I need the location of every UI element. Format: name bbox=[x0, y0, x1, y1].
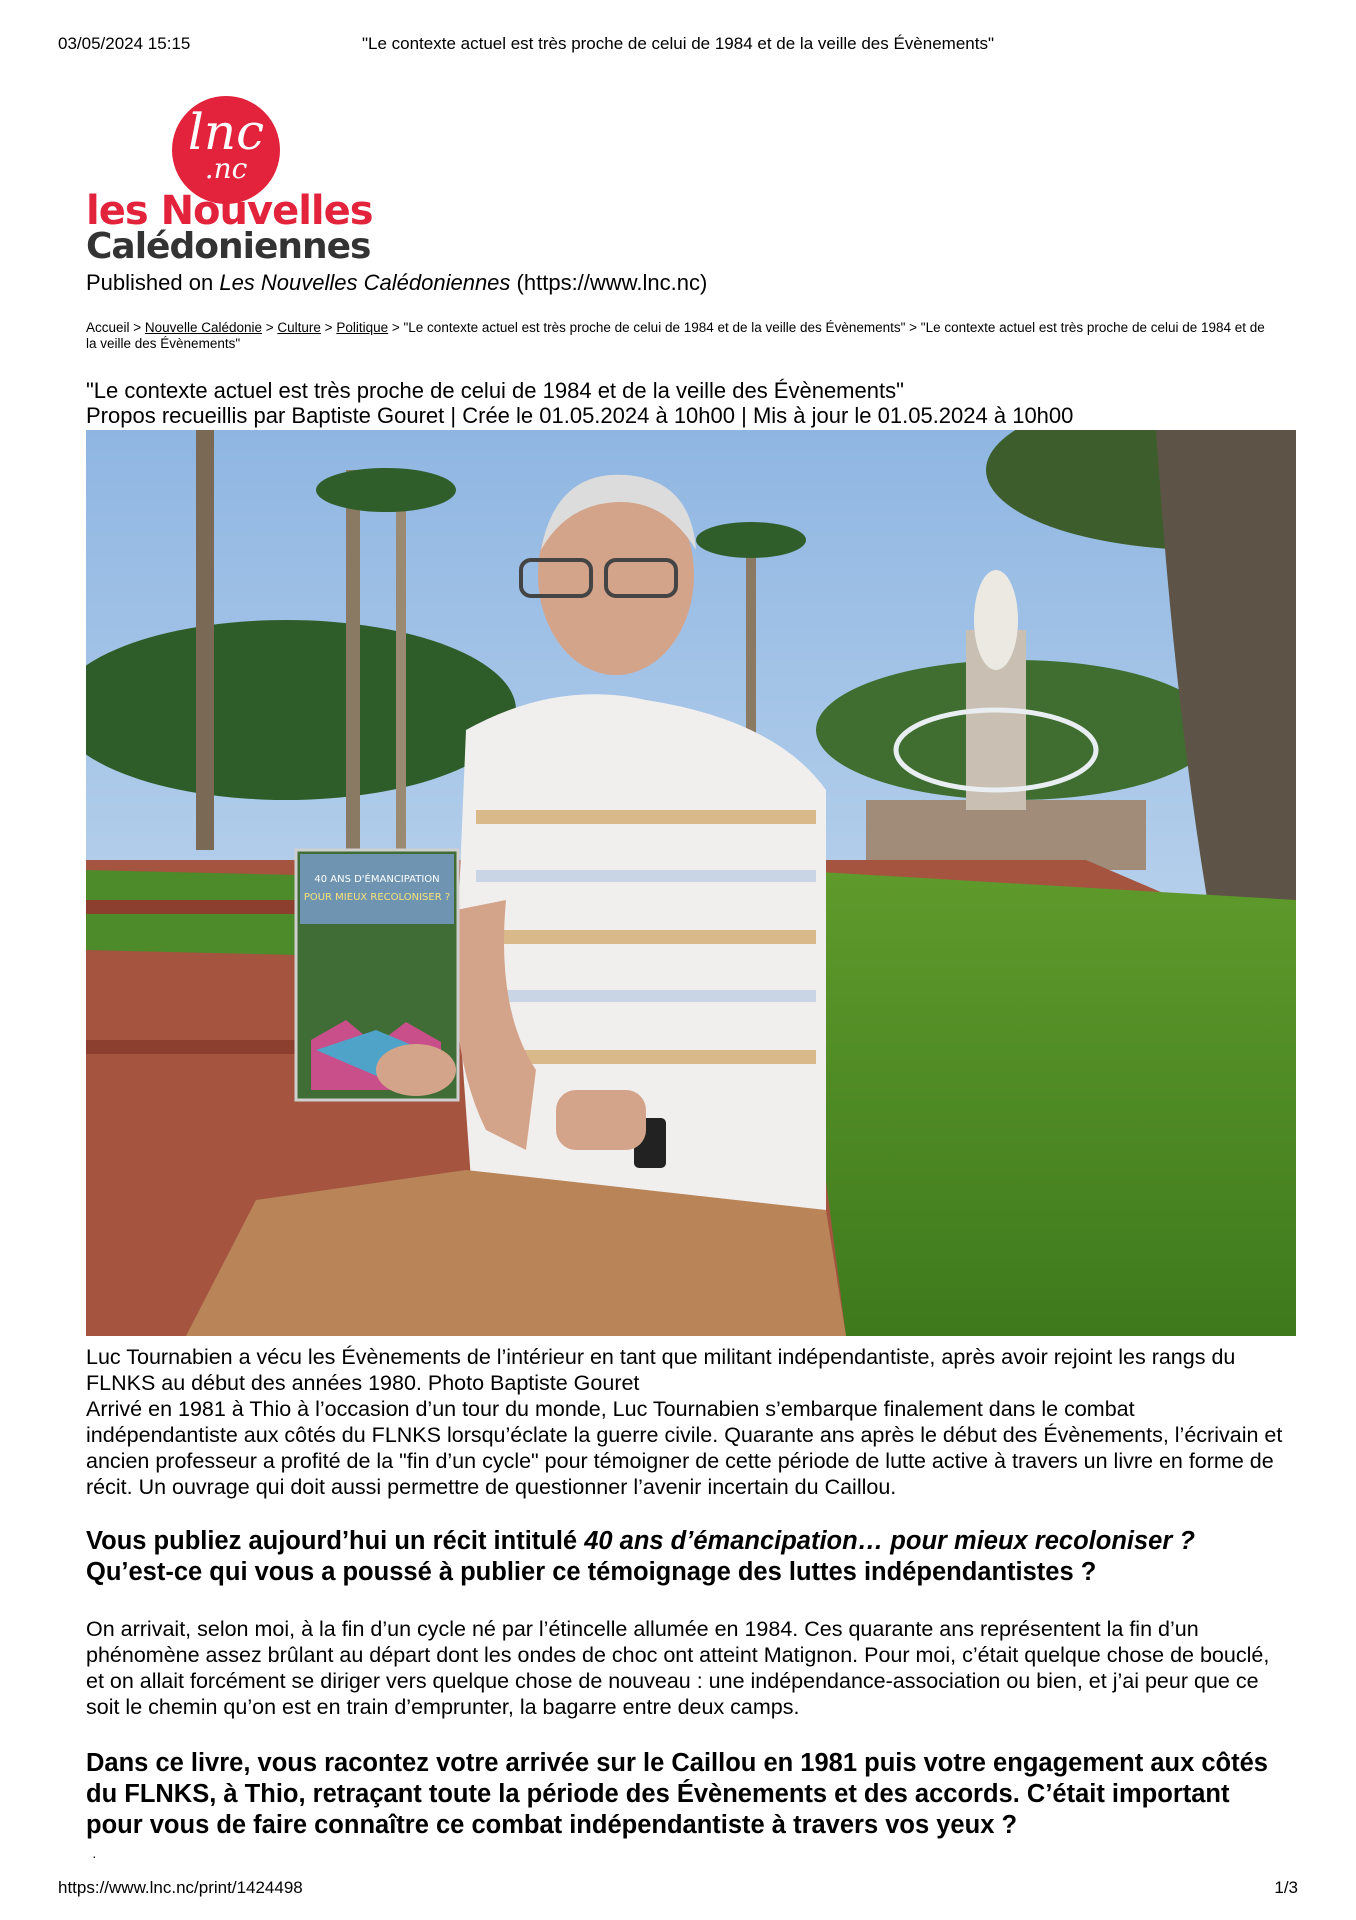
book-cover-title-1: 40 ANS D'ÉMANCIPATION bbox=[314, 874, 440, 885]
breadcrumb-sep: > bbox=[388, 320, 404, 335]
breadcrumb-current: "Le contexte actuel est très proche de celui de 1984 et de la veille des Évènements" > "Le contexte actuel est très proche de celui de 1984 et de la veille des Évènements" bbox=[86, 320, 1265, 351]
published-prefix: Published on bbox=[86, 270, 220, 295]
logo-wordmark-line1: les Nouvelles bbox=[86, 188, 373, 234]
interview-answer-1: On arrivait, selon moi, à la fin d’un cycle né par l’étincelle allumée en 1984. Ces quarante ans représentent la fin d’un phénomène assez brûlant au départ dont les ondes de choc ont atteint Matignon. Pour moi, c’était quelque chose de bouclé, et on allait forcément se diriger vers quelque chose de nouveau : une indépendance-association ou bien, et j’ai peur que ce soit le chemin qu’on est en train d’emprunter, la bagarre entre deux camps. bbox=[86, 1617, 1270, 1719]
published-site-link[interactable]: https://www.lnc.nc bbox=[523, 270, 700, 295]
breadcrumb-link-culture[interactable]: Culture bbox=[277, 320, 321, 335]
print-footer-page-number: 1/3 bbox=[1274, 1878, 1298, 1897]
breadcrumb-sep: > bbox=[320, 320, 337, 335]
breadcrumb bbox=[86, 320, 1276, 352]
article-title: "Le contexte actuel est très proche de celui de 1984 et de la veille des Évènements" bbox=[86, 378, 904, 403]
article-byline: Propos recueillis par Baptiste Gouret | Crée le 01.05.2024 à 10h00 | Mis à jour le 01.05.2024 à 10h00 bbox=[86, 403, 1074, 428]
breadcrumb-link-politique[interactable]: Politique bbox=[336, 320, 389, 335]
interview-question-1 bbox=[86, 1526, 1286, 1588]
breadcrumb-sep: > bbox=[262, 320, 278, 335]
print-footer-url: https://www.lnc.nc/print/1424498 bbox=[58, 1878, 303, 1897]
site-logo[interactable] bbox=[86, 96, 386, 266]
breadcrumb-sep: > bbox=[129, 320, 145, 335]
print-header-title: "Le contexte actuel est très proche de celui de 1984 et de la veille des Évènements" bbox=[361, 34, 994, 53]
published-close-paren: ) bbox=[699, 270, 708, 295]
published-on-line bbox=[86, 270, 707, 296]
photo-caption: Luc Tournabien a vécu les Évènements de l’intérieur en tant que militant indépendantiste, après avoir rejoint les rangs du FLNKS au début des années 1980. Photo Baptiste Gouret bbox=[86, 1345, 1236, 1395]
article-photo bbox=[86, 430, 1296, 1336]
interview-question-2: Dans ce livre, vous racontez votre arrivée sur le Caillou en 1981 puis votre engagement aux côtés du FLNKS, à Thio, retraçant toute la période des Évènements et des accords. C’était important pour vous de faire connaître ce combat indépendantiste à travers vos yeux ? bbox=[86, 1749, 1268, 1839]
q1-book-title: 40 ans d’émancipation… pour mieux recoloniser ? bbox=[584, 1527, 1195, 1555]
q1-text-b: Qu’est-ce qui vous a poussé à publier ce témoignage des luttes indépendantistes ? bbox=[86, 1558, 1097, 1586]
breadcrumb-home[interactable]: Accueil bbox=[86, 320, 130, 335]
breadcrumb-link-nouvelle-caledonie[interactable]: Nouvelle Calédonie bbox=[144, 320, 262, 335]
q1-text-a: Vous publiez aujourd’hui un récit intitulé bbox=[86, 1527, 585, 1555]
article-intro: Arrivé en 1981 à Thio à l’occasion d’un tour du monde, Luc Tournabien s’embarque finalement dans le combat indépendantiste aux côtés du FLNKS lorsqu’éclate la guerre civile. Quarante ans après le début des Évènements, l’écrivain et ancien professeur a profité de la "fin d’un cycle" pour témoigner de cette période de lutte active à travers un livre en forme de récit. Un ouvrage qui doit aussi permettre de questionner l’avenir incertain du Caillou. bbox=[86, 1397, 1283, 1499]
book-cover-title-2: POUR MIEUX RECOLONISER ? bbox=[303, 892, 451, 903]
print-header-date: 03/05/2024 15:15 bbox=[58, 34, 191, 53]
logo-wordmark-line2: Calédoniennes bbox=[86, 226, 371, 267]
published-open-paren: ( bbox=[510, 270, 524, 295]
published-site-name: Les Nouvelles Calédoniennes bbox=[219, 270, 511, 295]
logo-badge-main: lnc bbox=[187, 103, 265, 161]
stray-mark: · bbox=[92, 1848, 97, 1864]
logo-badge-sub: .nc bbox=[204, 152, 248, 185]
